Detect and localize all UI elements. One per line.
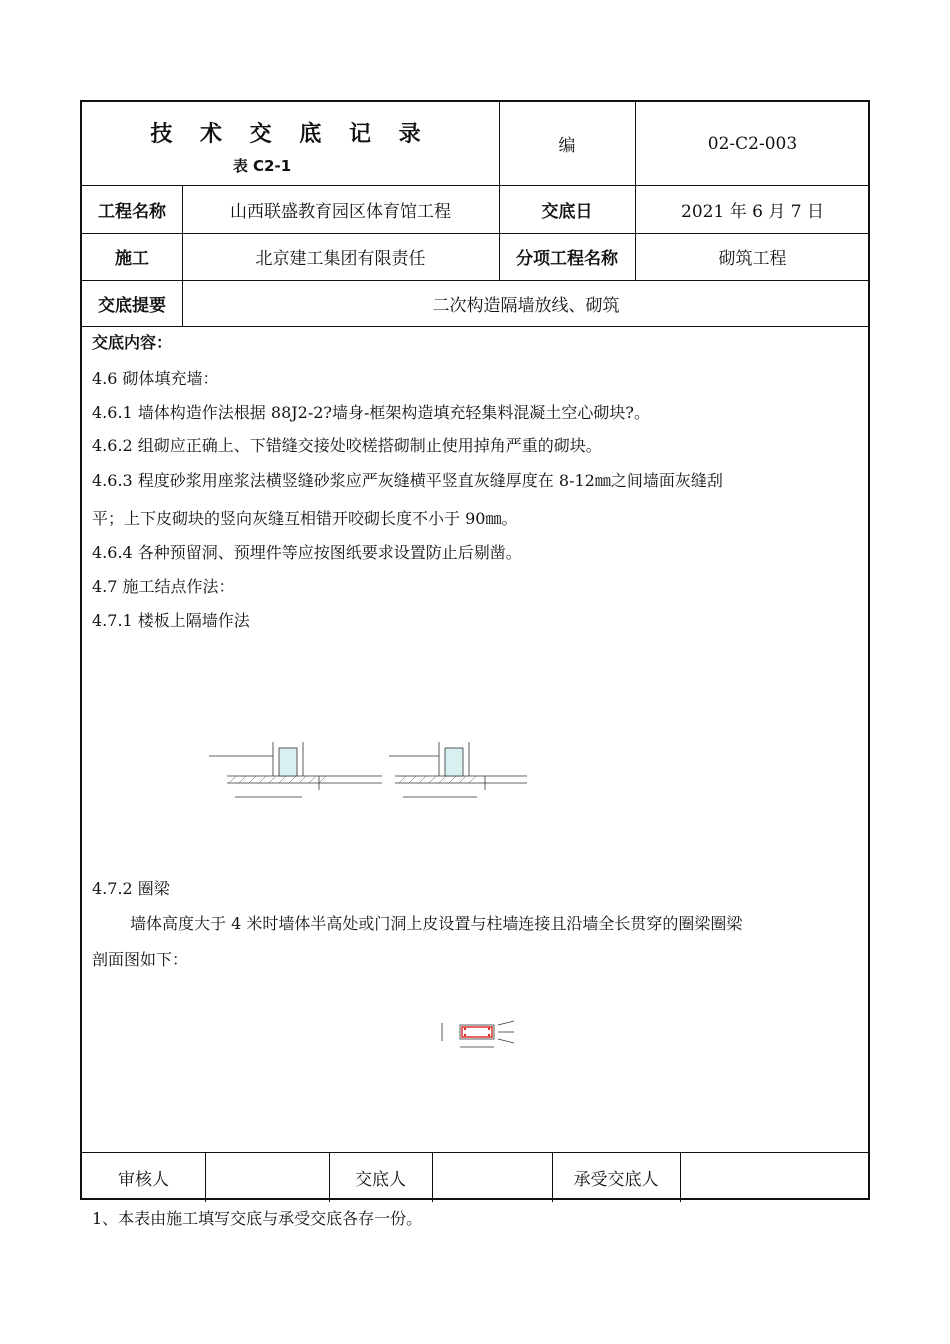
receiver-field[interactable] <box>680 1152 870 1202</box>
presenter-label: 交底人 <box>355 1169 406 1190</box>
reviewer-field[interactable] <box>205 1152 329 1202</box>
paragraph: 4.6 砌体填充墙： <box>92 369 219 388</box>
paragraph: 剖面图如下： <box>92 950 189 969</box>
divider <box>82 326 868 327</box>
contractor-label: 施工 <box>115 249 149 269</box>
project-value: 山西联盛教育园区体育馆工程 <box>230 201 451 222</box>
paragraph: 墙体高度大于 4 米时墙体半高处或门洞上皮设置与柱墙连接且沿墙全长贯穿的圈梁圈梁 <box>130 914 743 933</box>
paragraph: 4.7.2 圈梁 <box>92 879 170 898</box>
paragraph: 4.6.3 程度砂浆用座浆法横竖缝砂浆应严灰缝横平竖直灰缝厚度在 8-12㎜之间墙面灰缝刮 <box>92 471 723 490</box>
contractor-value: 北京建工集团有限责任 <box>255 249 426 269</box>
record-form <box>80 100 870 1200</box>
form-number: 表 C2-1 <box>232 156 292 175</box>
footer-note: 1、本表由施工填写交底与承受交底各存一份。 <box>92 1209 423 1228</box>
form-title: 技 术 交 底 记 录 <box>150 121 431 147</box>
summary-value: 二次构造隔墙放线、砌筑 <box>432 295 620 316</box>
ring-beam-section-drawing <box>432 1015 547 1055</box>
presenter-field[interactable] <box>432 1152 552 1202</box>
partition-wall-detail-drawing <box>207 742 547 817</box>
receiver-label: 承受交底人 <box>573 1169 659 1190</box>
paragraph: 4.6.4 各种预留洞、预埋件等应按图纸要求设置防止后剔凿。 <box>92 543 522 562</box>
date-label: 交底日 <box>541 201 593 222</box>
date-value: 2021 年 6 月 7 日 <box>681 201 824 222</box>
paragraph: 4.6.2 组砌应正确上、下错缝交接处咬槎搭砌制止使用掉角严重的砌块。 <box>92 436 602 455</box>
code-value: 02-C2-003 <box>707 133 798 154</box>
paragraph: 平；上下皮砌块的竖向灰缝互相错开咬砌长度不小于 90㎜。 <box>92 509 518 528</box>
sub-project-label: 分项工程名称 <box>516 249 618 269</box>
project-label: 工程名称 <box>98 201 166 222</box>
sub-project-value: 砌筑工程 <box>718 249 787 269</box>
reviewer-label: 审核人 <box>118 1169 169 1190</box>
paragraph: 4.7.1 楼板上隔墙作法 <box>92 611 250 630</box>
code-label: 编 <box>558 136 576 156</box>
summary-label: 交底提要 <box>98 295 166 316</box>
paragraph: 4.7 施工结点作法： <box>92 577 235 596</box>
content-heading: 交底内容： <box>92 333 173 352</box>
paragraph: 4.6.1 墙体构造作法根据 88J2-2?墙身-框架构造填充轻集料混凝土空心砌块?。 <box>92 403 650 422</box>
